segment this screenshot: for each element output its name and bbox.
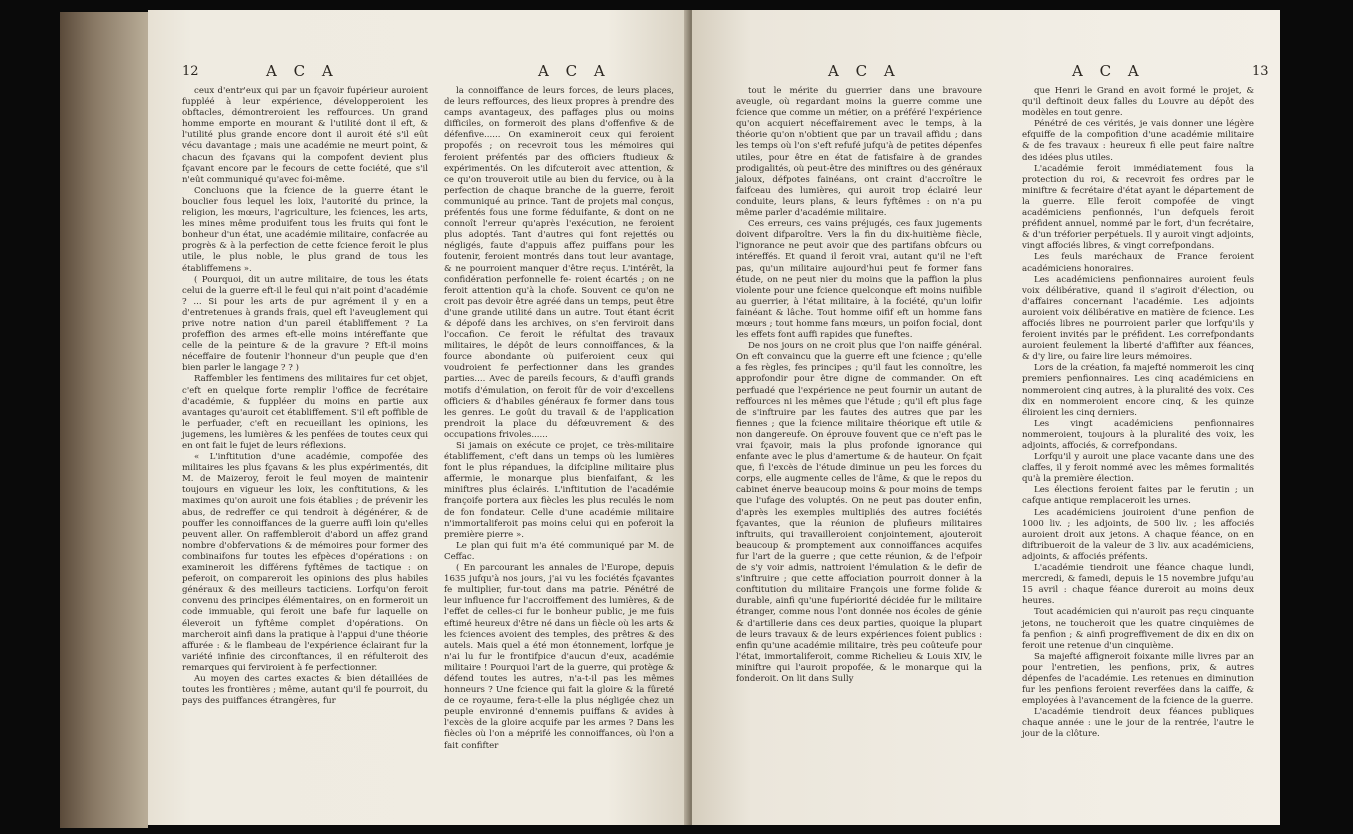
paragraph: Les feuls maréchaux de France feroient académiciens honoraires. [1022,252,1254,274]
right-page [692,10,1280,825]
text-column-1 [736,86,982,685]
paragraph: Lors de la création, fa majefté nommeroit les cinq premiers penfionnaires. Les cinq académiciens en nommeroient cinq autres, à la pluralité des voix. Ces dix en nommeroient encore cinq, & les quinze éliroient les cinq derniers. [1022,363,1254,418]
paragraph: la connoiffance de leurs forces, de leurs places, de leurs reffources, des lieux propres à prendre des camps avantageux, des paffages plus ou moins difficiles, on formeroit des plans d'offenfive & de défenfive...... On examineroit ceux qui feroient propofés ; on recevroit tous les mémoires qui feroient préfentés par des officiers ftudieux & expérimentés. On les difcuteroit avec attention, & ce qu'on trouveroit utile au bien du fervice, ou à la perfection de chaque branche de la guerre, feroit communiqué au prince. Tant de projets mal conçus, préfentés fous une forme féduifante, & dont on ne connoît l'erreur qu'après l'exécution, ne feroient plus adoptés. Tant d'autres qui font rejettés ou négligés, faute d'appuis affez puiffans pour les foutenir, feroient montrés dans tout leur avantage, & ne pourroient manquer d'être reçus. L'intérêt, la confidération perfonnelle fe- roient écartés ; on ne feroit attention qu'à la chofe. Souvent ce qu'on ne croit pas devoir être agréé dans un temps, peut être d'une grande utilité dans un autre. Tout étant écrit & dépofé dans les archives, on s'en ferviroit dans l'occafion. Ce feroit le réfultat des travaux militaires, le dépôt de leurs connoiffances, & la fource abondante où puiferoient ceux qui voudroient fe perfectionner dans les grandes parties.... Avec de pareils fecours, & d'auffi grands motifs d'émulation, on feroit fûr de voir d'excellens officiers & d'habiles généraux fe former dans tous les genres. Le goût du travail & de l'application prendroit la place du défœuvrement & des occupations frivoles...... [444,86,674,440]
paragraph: Tout académicien qui n'auroit pas reçu cinquante jetons, ne toucheroit que les quatre cinquièmes de fa penfion ; & ainfi progreffivement de dix en dix on feroit une retenue d'un cinquième. [1022,607,1254,651]
page-number: 13 [1252,64,1269,79]
paragraph: Raffembler les fentimens des militaires fur cet objet, c'eft en quelque forte remplir l'office de fecrétaire d'académie, & fuppléer du moins en partie aux avantages qu'auroit cet établiffement. S'il eft poffible de le perfuader, c'eft en recueillant les opinions, les jugemens, les lumières & les penfées de toutes ceux qui en ont fait le fujet de leurs réflexions. [182,374,428,451]
paragraph: que Henri le Grand en avoit formé le projet, & qu'il deftinoit deux falles du Louvre au dépôt des modèles en tout genre. [1022,86,1254,119]
running-head: A C A [538,62,611,80]
text-column-1 [182,86,428,707]
paragraph: Sa majefté affigneroit foixante mille livres par an pour l'entretien, les penfions, prix, & autres dépenfes de l'académie. Les retenues en diminution fur les penfions feroient reverfées dans la caiffe, & employées à l'avancement de la fcience de la guerre. [1022,651,1254,707]
paragraph: L'académie tiendroit une féance chaque lundi, mercredi, & famedi, depuis le 15 novembre jufqu'au 15 avril : chaque féance dureroit au moins deux heures. [1022,563,1254,607]
paragraph: Lorfqu'il y auroit une place vacante dans une des claffes, il y feroit nommé avec les mêmes formalités qu'à la première élection. [1022,452,1254,485]
page-number: 12 [182,64,199,79]
paragraph: Les élections feroient faites par le ferutin ; un cafque antique remplaceroit les urnes. [1022,485,1254,507]
paragraph: Le plan qui fuit m'a été communiqué par M. de Ceffac. [444,540,674,562]
paragraph: Les académiciens jouiroient d'une penfion de 1000 liv. ; les adjoints, de 500 liv. ; les affociés auroient droit aux jetons. A chaque féance, on en diftribueroit de la valeur de 3 liv. aux académiciens, adjoints, & affociés préfents. [1022,507,1254,562]
right-page-header [692,62,1280,84]
paragraph: L'académie tiendroit deux féances publiques chaque année : une le jour de la rentrée, l'autre le jour de la clôture. [1022,707,1254,740]
paragraph: L'académie feroit immédiatement fous la protection du roi, & recevroit fes ordres par le miniftre & fecrétaire d'état ayant le département de la guerre. Elle feroit compofée de vingt académiciens penfionnés, l'un defquels feroit préfident annuel, nommé par le fort, d'un fecrétaire, & d'un tréforier perpétuels. Il y auroit vingt adjoints, vingt affociés libres, & vingt correfpondans. [1022,163,1254,252]
paragraph: « L'inftitution d'une académie, compofée des militaires les plus fçavans & les plus expérimentés, dit M. de Maizeroy, feroit le feul moyen de maintenir toujours en vigueur les loix, les conftitutions, & les maximes qu'on auroit une fois établies ; de prévenir les abus, de redreffer ce qui tendroit à dégénérer, & de pouffer les connoiffances de la guerre auffi loin qu'elles peuvent aller. On raffembleroit d'abord un affez grand nombre d'obfervations & de mémoires pour former des combinaifons fur toutes les efpèces d'opérations : on examineroit les différens fyftêmes de tactique : on peferoit, on compareroit les opinions des plus habiles généraux & des meilleurs tacticiens. Lorfqu'on feroit convenu des principes élémentaires, on en formeroit un code immuable, qui feroit une bafe fur laquelle on éleveroit un fyftême complet d'opérations. On marcheroit ainfi dans la pratique à l'appui d'une théorie affurée : & le flambeau de l'expérience éclairant fur la variété infinie des circonftances, il en réfulteroit des remarques qui ferviroient à fe perfectionner. [182,452,428,673]
paragraph: Concluons que la fcience de la guerre étant le bouclier fous lequel les loix, l'autorité du prince, la religion, les mœurs, l'agriculture, les fciences, les arts, les mines même produifent tous les fruits qui font le bonheur d'un état, une académie militaire, confacrée au progrès & à la perfection de cette fcience feroit le plus utile, le plus noble, le plus grand de tous les établiffemens ». [182,185,428,274]
paragraph: Ces erreurs, ces vains préjugés, ces faux jugements doivent difparoître. Vers la fin du dix-huitième fiècle, l'ignorance ne peut avoir que des partifans obfcurs ou intéreffés. Et quand il feroit vrai, autant qu'il ne l'eft pas, qu'un militaire aujourd'hui peut fe former fans étude, on ne peut nier du moins que la paffion la plus violente pour une fcience quelconque eft moins nuifible au guerrier, à l'état militaire, à la fociété, qu'un loifir fainéant & lâche. Tout homme oifif eft un homme fans mœurs ; tout homme fans mœurs, un poifon focial, dont les effets font auffi rapides que funeftes. [736,219,982,341]
paragraph: Les académiciens penfionnaires auroient feuls voix délibérative, quand il s'agiroit d'élection, ou d'affaires concernant l'académie. Les adjoints auroient voix délibérative en matière de fcience. Les affociés libres ne pourroient parler que lorfqu'ils y feroient invités par le préfident. Les correfpondants auroient feulement la liberté d'affifter aux féances, & d'y lire, ou faire lire leurs mémoires. [1022,274,1254,363]
left-page [148,10,688,825]
paragraph: Les vingt académiciens penfionnaires nommeroient, toujours à la pluralité des voix, les adjoints, affociés, & correfpondans. [1022,418,1254,451]
paragraph: Si jamais on exécute ce projet, ce très-militaire établiffement, c'eft dans un temps où les lumières font le plus répandues, la difcipline militaire plus affermie, le monarque plus bienfaifant, & les miniftres plus éclairés. L'inftitution de l'académie françoife portera aux fiècles les plus reculés le nom de fon fondateur. Celle d'une académie militaire n'immortaliferoit pas moins celui qui en poferoit la première pierre ». [444,441,674,540]
paragraph: Pénétré de ces vérités, je vais donner une légère efquiffe de la compofition d'une académie militaire & de fes travaux : heureux fi elle peut faire naître des idées plus utiles. [1022,119,1254,163]
running-head: A C A [828,62,901,80]
text-column-2 [1022,86,1254,741]
book-spine [60,12,148,828]
running-head: A C A [266,62,339,80]
paragraph: ( En parcourant les annales de l'Europe, depuis 1635 jufqu'à nos jours, j'ai vu les fociétés fçavantes fe multiplier, fur-tout dans ma patrie. Pénétré de leur influence fur l'accroiffement des lumières, & de l'effet de celles-ci fur le bonheur public, je me fuis eftimé heureux d'être né dans un fiècle où les arts & les fciences avoient des temples, des prêtres & des autels. Mais quel a été mon étonnement, lorfque je n'ai lu fur le frontifpice d'aucun d'eux, académie militaire ! Pourquoi l'art de la guerre, qui protège & défend toutes les autres, n'a-t-il pas les mêmes honneurs ? Une fcience qui fait la gloire & la fûreté de ce royaume, fera-t-elle la plus négligée chez un peuple environné d'ennemis puiffans & avides à l'excès de la gloire acquife par les armes ? Dans les fiècles où l'on a méprifé les connoiffances, où l'on a fait confifter [444,563,674,751]
paragraph: tout le mérite du guerrier dans une bravoure aveugle, où regardant moins la guerre comme une fcience que comme un métier, on a préféré l'expérience qu'on acquiert néceffairement avec le temps, à la théorie qu'on n'obtient que par un travail affidu ; dans les temps où l'on s'eft refufé jufqu'à de petites dépenfes utiles, pour être en état de fatisfaire à de grandes prodigalités, où peut-être des miniftres ou des généraux jaloux, défpotes fainéans, ont craint d'accroître le faifceau des lumières, qui auroit trop éclairé leur conduite, leurs plans, & leurs fyftêmes : on n'a pu même parler d'académie militaire. [736,86,982,219]
text-column-2 [444,86,674,752]
left-page-header [148,62,688,84]
paragraph: De nos jours on ne croit plus que l'on naiffe général. On eft convaincu que la guerre eft une fcience ; qu'elle a fes règles, fes principes ; qu'il faut les connoître, les approfondir pour être digne de commander. On eft perfuadé que l'expérience ne peut fournir un autant de reffources ni les mêmes que l'étude ; qu'il eft plus fage de s'inftruire par les fautes des autres que par les fiennes ; que la fcience militaire théorique eft utile & non dangereufe. On éprouve fouvent que ce n'eft pas le vrai fçavoir, mais la plus profonde ignorance qui enfante avec le plus d'amertume & de hauteur. On fçait que, fi l'excès de l'étude diminue un peu les forces du corps, elle augmente celles de l'âme, & que le repos du cabinet énerve beaucoup moins & pour moins de temps que l'ufage des voluptés. On ne peut pas douter enfin, d'après les exemples multipliés des autres fociétés fçavantes, que la réunion de plufieurs militaires inftruits, qui travailleroient conjointement, ajouteroit beaucoup & promptement aux connoiffances acquifes fur l'art de la guerre ; que cette réunion, & de l'efpoir de s'y voir admis, nattroient l'émulation & le defir de s'inftruire ; que cette affociation pourroit donner à la conftitution du militaire François une forme folide & durable, ainfi qu'une fupériorité décidée fur le militaire étranger, comme nous l'ont donnée nos écoles de génie & d'artillerie dans ces deux parties, quoique la plupart de leurs travaux & de leurs expériences foient publics : enfin qu'une académie militaire, très peu coûteufe pour l'état, immortaliferoit, comme Richelieu & Louis XIV, le miniftre qui l'auroit propofée, & le monarque qui la fonderoit. On lit dans Sully [736,341,982,684]
paragraph: ceux d'entr'eux qui par un fçavoir fupérieur auroient fuppléé à leur expérience, développeroient les obftacles, démontreroient les reffources. Un grand homme emporte en mourant & l'utilité dont il eft, & l'utilité plus grande encore dont il auroit été s'il eût vécu davantage ; mais une académie ne meurt point, & chacun des fçavans qui la compofent devient plus fçavant encore par le fecours de cette fociété, que s'il n'eût communiqué qu'avec foi-même. [182,86,428,185]
running-head: A C A [1072,62,1145,80]
paragraph: Au moyen des cartes exactes & bien détaillées de toutes les frontières ; même, autant qu'il fe pourroit, du pays des puiffances étrangères, fur [182,673,428,707]
paragraph: ( Pourquoi, dit un autre militaire, de tous les états celui de la guerre eft-il le feul qui n'ait point d'académie ? ... Si pour les arts de pur agrément il y en a d'entretenues à grands frais, quel eft l'aveuglement qui prive notre nation d'un pareil établiffement ? La profeffion des armes eft-elle moins intéreffante que celle de la peinture & de la gravure ? Eft-il moins néceffaire de foutenir l'honneur d'un peuple que d'en bien parler le langage ? ? ) [182,274,428,374]
